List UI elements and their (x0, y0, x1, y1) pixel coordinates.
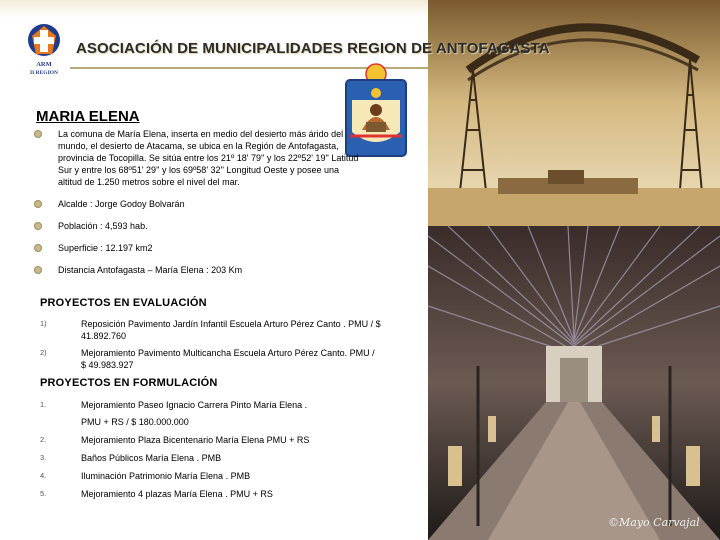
item-text: Mejoramiento Paseo Ignacio Carrera Pinto María Elena . (81, 400, 308, 410)
item-number: 5. (40, 489, 47, 498)
item-number: 4. (40, 471, 47, 480)
bullet-population (34, 220, 364, 232)
logo-text-arm: ARM (36, 61, 52, 68)
bullet-icon (34, 200, 42, 208)
bullet-surface (34, 242, 364, 254)
photo-entrance-arch (428, 0, 720, 226)
item-text: Baños Públicos María Elena . PMB (81, 453, 222, 463)
bullet-icon (34, 130, 42, 138)
bullet-text: Población : 4,593 hab. (58, 221, 148, 231)
item-text: Iluminación Patrimonio María Elena . PMB (81, 471, 251, 481)
item-number: 2) (40, 348, 47, 357)
bullet-description (34, 128, 364, 188)
item-text: Mejoramiento Pavimento Multicancha Escuela Arturo Pérez Canto. PMU / $ 49.983.927 (81, 348, 375, 370)
item-text: Mejoramiento Plaza Bicentenario María Elena PMU + RS (81, 435, 310, 445)
bullet-icon (34, 222, 42, 230)
item-number: 3. (40, 453, 47, 462)
bullet-text: Distancia Antofagasta – María Elena : 203 Km (58, 265, 243, 275)
bullet-text: La comuna de María Elena, inserta en medio del desierto más árido del mundo, el desierto de Atacama, se ubica en la Región de Antofagasta, provincia de Tocopilla. Se sitúa entre los 21º 18' 79'' y los 22º52' 19'' Latitud Sur y entre los 68º51' 29'' y los 69º58' 32'' Longitud Oeste y posee una altitud de 1.250 metros sobre el nivel del mar. (58, 129, 359, 187)
bullet-icon (34, 266, 42, 274)
info-bullet-list (34, 128, 364, 276)
bullet-text: Superficie : 12.197 km2 (58, 243, 153, 253)
item-text: Mejoramiento 4 plazas María Elena . PMU + RS (81, 489, 273, 499)
section-title: MARIA ELENA (36, 108, 140, 125)
formulation-heading: PROYECTOS EN FORMULACIÓN (40, 377, 218, 389)
logo-text-region: II REGION (30, 70, 58, 76)
item-number: 1. (40, 400, 47, 409)
item-text: PMU + RS / $ 180.000.000 (81, 417, 189, 427)
item-text: Reposición Pavimento Jardín Infantil Escuela Arturo Pérez Canto . PMU / $ 41.892.760 (81, 319, 381, 341)
page-title: ASOCIACIÓN DE MUNICIPALIDADES REGION DE ANTOFAGASTA (76, 40, 550, 57)
photo-covered-walkway (428, 226, 720, 540)
association-logo (22, 22, 66, 76)
item-number: 1) (40, 319, 47, 328)
evaluation-heading: PROYECTOS EN EVALUACIÓN (40, 297, 207, 309)
photo-credit: ©Mayo Carvajal (608, 516, 700, 529)
bullet-mayor (34, 198, 364, 210)
item-number: 2. (40, 435, 47, 444)
bullet-icon (34, 244, 42, 252)
bullet-text: Alcalde : Jorge Godoy Bolvarán (58, 199, 185, 209)
bullet-distance (34, 264, 364, 276)
